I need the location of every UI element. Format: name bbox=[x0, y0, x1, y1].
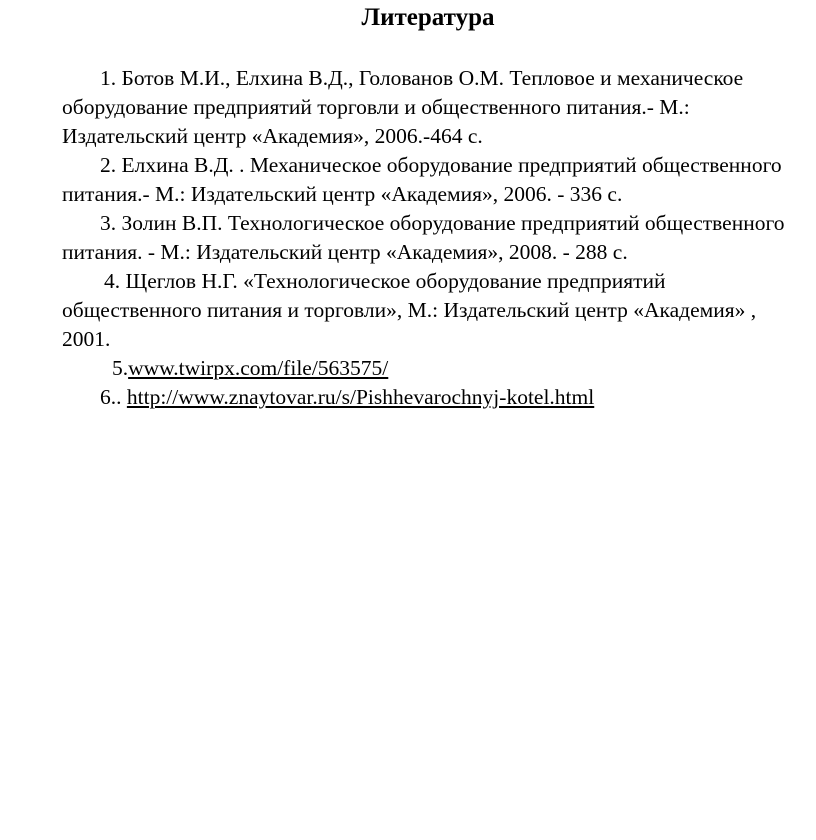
reference-text: Щеглов Н.Г. «Технологическое оборудование предприятий общественного питания и торговли», М.: Издательский центр «Академия» , 2001. bbox=[62, 269, 757, 351]
reference-item-3 bbox=[62, 209, 802, 267]
reference-text: Елхина В.Д. . Механическое оборудование предприятий общественного питания.- М.: Издательский центр «Академия», 2006. - 336 с. bbox=[62, 153, 782, 206]
reference-number: 6.. bbox=[100, 385, 122, 409]
reference-item-2 bbox=[62, 151, 802, 209]
reference-number: 2. bbox=[100, 153, 122, 177]
reference-link-twirpx[interactable]: www.twirpx.com/file/563575/ bbox=[128, 356, 389, 380]
reference-number: 4. bbox=[104, 269, 121, 293]
reference-text: Ботов М.И., Елхина В.Д., Голованов О.М. Тепловое и механическое оборудование предприятий торговли и общественного питания.- М.: Издательский центр «Академия», 2006.-464 с. bbox=[62, 66, 744, 148]
reference-item-6 bbox=[62, 383, 802, 412]
page-title: Литература bbox=[361, 4, 495, 31]
reference-number: 1. bbox=[100, 66, 117, 90]
reference-item-4 bbox=[62, 267, 802, 354]
reference-text: Золин В.П. Технологическое оборудование предприятий общественного питания. - М.: Издательский центр «Академия», 2008. - 288 с. bbox=[62, 211, 785, 264]
reference-link-znaytovar[interactable]: http://www.znaytovar.ru/s/Pishhevarochnyj-kotel.html bbox=[126, 385, 595, 409]
reference-list bbox=[62, 64, 802, 412]
reference-number: 3. bbox=[100, 211, 117, 235]
reference-number: 5. bbox=[112, 356, 129, 380]
reference-item-5 bbox=[62, 354, 802, 383]
reference-item-1 bbox=[62, 64, 802, 151]
